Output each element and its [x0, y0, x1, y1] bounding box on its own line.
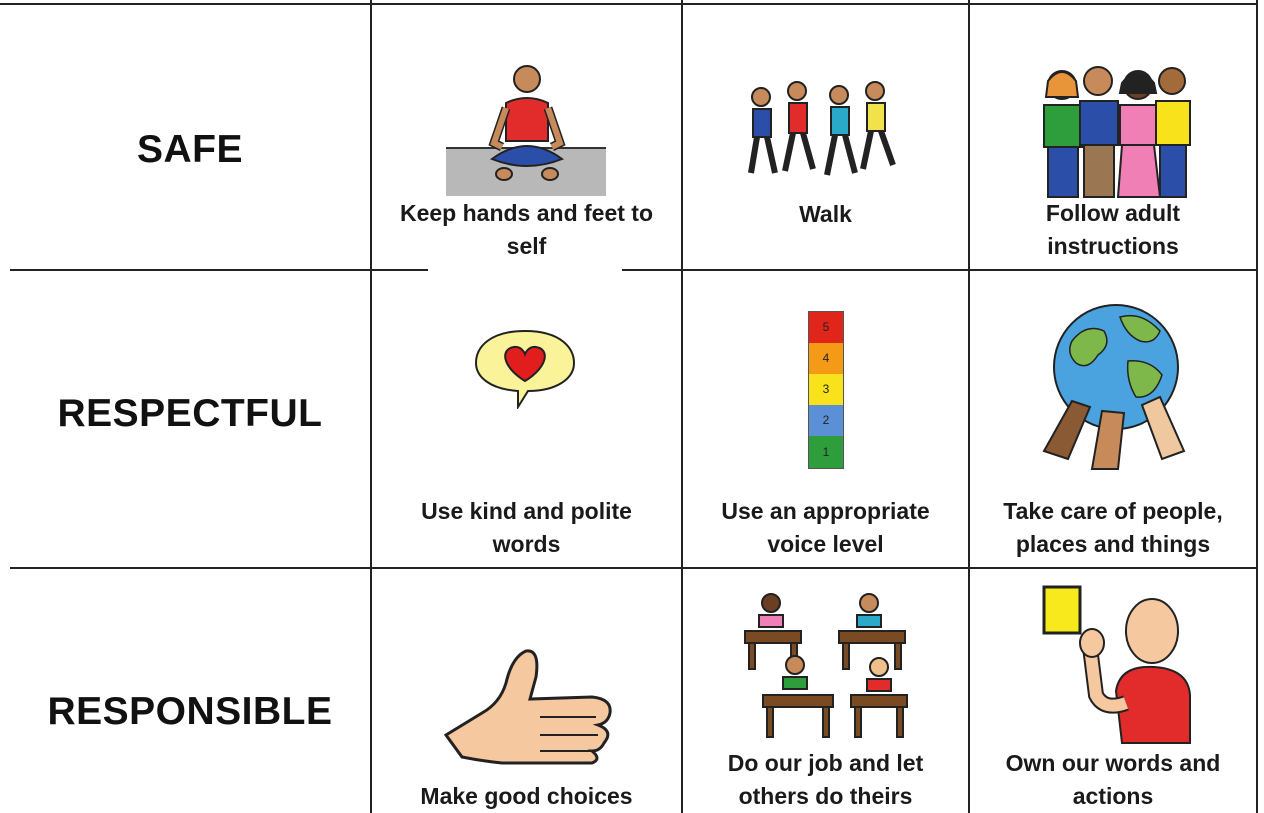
thumbs-up-icon [442, 643, 617, 765]
voice-level-meter-icon [808, 311, 844, 469]
expectation-text: Own our words and actions [1005, 750, 1221, 809]
expectation-cell [372, 569, 681, 813]
voice-level-2: 2 [809, 405, 843, 436]
grid-line [10, 269, 428, 271]
expectation-text: Use an appropriate voice level [721, 498, 930, 557]
expectation-text: Walk [799, 201, 852, 227]
students-at-desks-icon [741, 591, 911, 741]
grid-line [1256, 0, 1258, 813]
expectation-text: Follow adult instructions [1045, 200, 1181, 259]
voice-level-1: 1 [809, 436, 843, 468]
expectation-text: Do our job and let others do theirs [727, 750, 924, 809]
expectation-cell [683, 5, 968, 269]
expectation-cell [683, 271, 968, 567]
expectation-text: Make good choices [420, 783, 633, 809]
row-value-responsible: RESPONSIBLE [47, 690, 333, 733]
expectation-text: Keep hands and feet to self [399, 200, 654, 259]
sitting-child-icon [444, 63, 609, 198]
heart-speech-bubble-icon [472, 327, 578, 409]
expectation-text: Take care of people, places and things [1003, 498, 1223, 557]
voice-level-3: 3 [809, 374, 843, 405]
expectation-cell [970, 5, 1256, 269]
expectation-cell [683, 569, 968, 813]
row-value-safe: SAFE [136, 128, 243, 171]
expectation-cell [970, 271, 1256, 567]
hands-holding-globe-icon [1042, 301, 1187, 471]
expectation-cell [970, 569, 1256, 813]
expectation-cell [372, 5, 681, 269]
expectation-cell [372, 271, 681, 567]
voice-level-5: 5 [809, 312, 843, 343]
voice-level-4: 4 [809, 343, 843, 374]
adults-group-icon [1034, 63, 1194, 198]
expectation-text: Use kind and polite words [421, 498, 632, 557]
walking-children-icon [747, 79, 907, 189]
row-value-respectful: RESPECTFUL [57, 392, 323, 435]
person-raising-hand-icon [1030, 583, 1205, 745]
